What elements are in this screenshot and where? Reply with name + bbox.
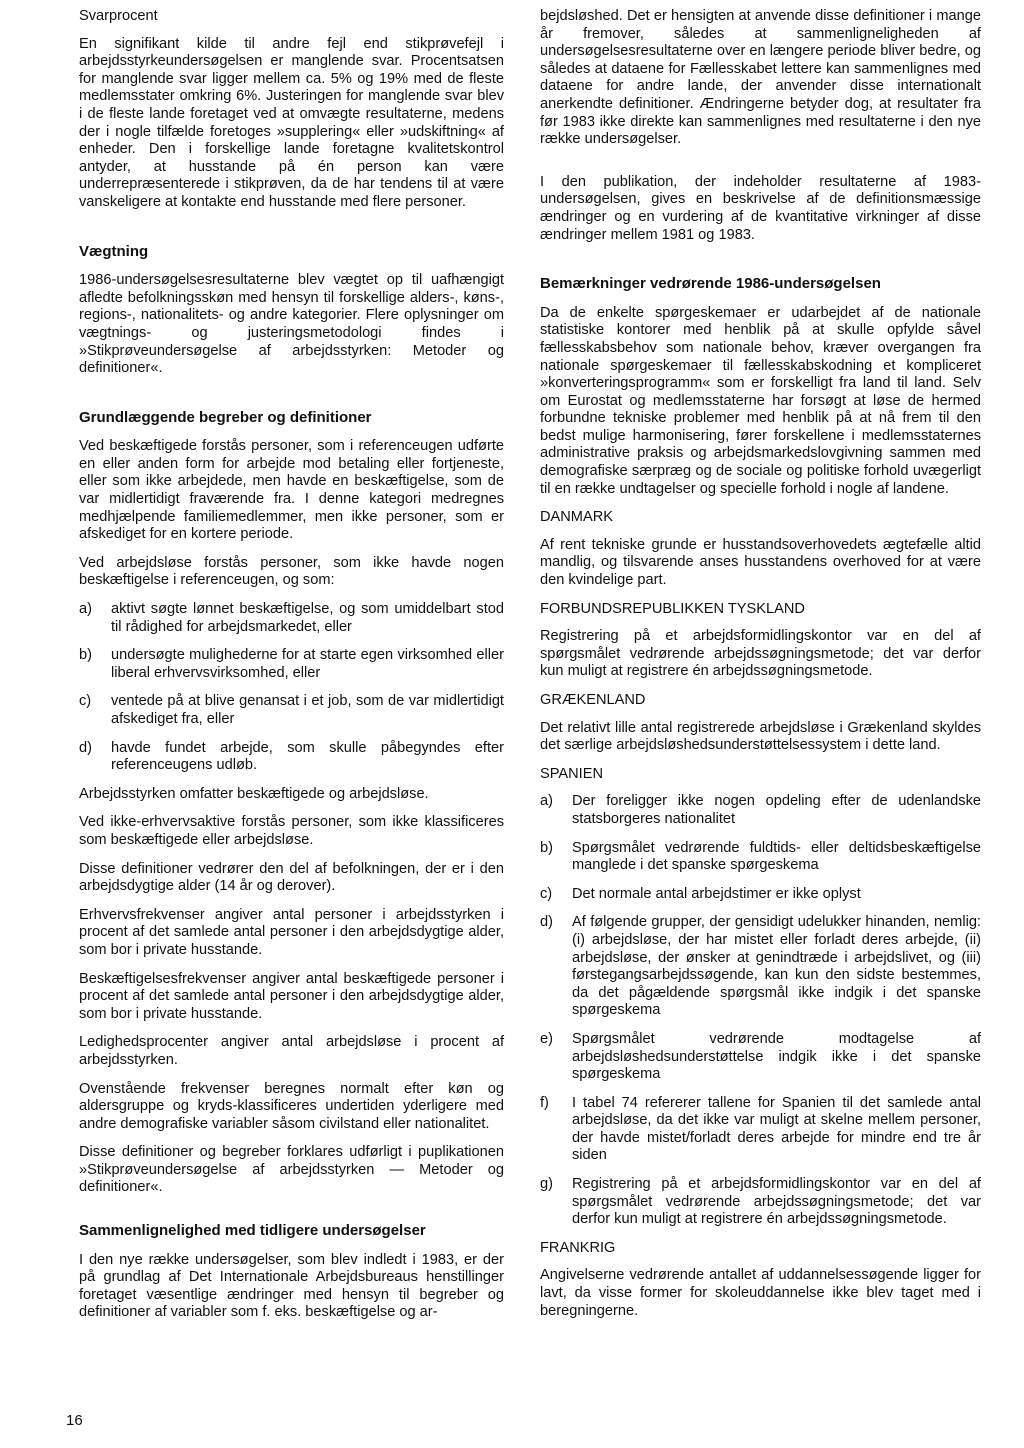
country-heading-spanien: SPANIEN bbox=[540, 765, 603, 782]
continued-paragraph: bejdsløshed. Det er hensigten at anvende disse definitioner i mange år fremover, således at sammenligneligheden af undersøgelsesresultaterne over en længere periode bliver bedre, og således at dataene for Fællesskabet lettere kan sammenlignes med dataene for andre lande, der anvender disse internationalt anerkendte definitioner. Ændringerne betyder dog, at resultater fra før 1983 ikke direkte kan sammenlignes med resultaterne i den nye række undersøgelser. bbox=[540, 8, 981, 148]
list-item-text: Det normale antal arbejdstimer er ikke oplyst bbox=[572, 885, 861, 902]
country-text-frankrig: Angivelserne vedrørende antallet af uddannelsessøgende ligger for lavt, da visse former for skoleuddannelse ikke blev taget med i beregningerne. bbox=[540, 1267, 981, 1319]
list-marker: f) bbox=[540, 1094, 549, 1111]
list-item-text: aktivt søgte lønnet beskæftigelse, og som umiddelbart stod til rådighed for arbejdsmarkedet, eller bbox=[111, 601, 504, 635]
list-marker: d) bbox=[540, 914, 553, 931]
country-text-tyskland: Registrering på et arbejdsformidlingskontor var en del af spørgsmålet vedrørende arbejdssøgningsmetode; det var derfor kun muligt at registrere én arbejdssøgningsmetode. bbox=[540, 628, 981, 680]
page-number: 16 bbox=[66, 1412, 83, 1429]
list-item-text: Spørgsmålet vedrørende modtagelse af arbejdsløshedsunderstøttelse indgik ikke i det spanske spørgeskema bbox=[572, 1030, 981, 1083]
country-heading-graekenland: GRÆKENLAND bbox=[540, 692, 646, 708]
begreber-heading: Grundlæggende begreber og definitioner bbox=[79, 408, 372, 426]
list-item bbox=[79, 647, 504, 682]
list-marker: c) bbox=[79, 693, 92, 710]
country-text-graekenland: Det relativt lille antal registrerede arbejdsløse i Grækenland skyldes det særlige arbejdsløshedsunderstøttelsessystem i dette land. bbox=[540, 719, 981, 754]
list-item-text: Af følgende grupper, der gensidigt udelukker hinanden, nemlig: (i) arbejdsløse, der har mistet eller forladt deres arbejde, (ii) arbejdsløse, der ønsker at genindtræde i arbejdslivet, og (iii) førstegangsarbejdssøgende, kan kun den sidste bestemmes, da det pågældende spørgsmål ikke indgik i det spanske spørgeskema bbox=[572, 914, 981, 1019]
list-item bbox=[540, 1176, 981, 1229]
country-heading-frankrig: FRANKRIG bbox=[540, 1239, 616, 1256]
list-item bbox=[540, 1031, 981, 1084]
begreber-paragraph: Ved ikke-erhvervsaktive forstås personer, som ikke klassificeres som beskæftigede eller arbejdsløse. bbox=[79, 814, 504, 848]
list-item bbox=[540, 886, 981, 904]
list-item-text: ventede på at blive genansat i et job, som de var midlertidigt afskediget fra, eller bbox=[111, 693, 504, 727]
list-marker: b) bbox=[540, 839, 553, 856]
list-item bbox=[540, 914, 981, 1020]
bemaerkninger-heading: Bemærkninger vedrørende 1986-undersøgelsen bbox=[540, 275, 881, 293]
svarprocent-text: En signifikant kilde til andre fejl end stikprøvefejl i arbejdsstyrkeundersøgelsen er manglende svar. Procentsatsen for manglende svar ligger mellem ca. 5% og 19% med de fleste medlemsstater omkring 6%. Justeringen for manglende svar blev i de fleste lande foretaget ved at omvægte resultaterne, medens der i nogle tilfælde foretoges »supplering« eller »udskiftning« af enheder. Den i forskellige lande foretagne kvalitetskontrol antyder, at husstande på én person kan være underrepræsenterede i stikprøven, da de har tendens til at være vanskeligere at kontakte end husstande med flere personer. bbox=[79, 35, 504, 210]
list-item bbox=[79, 740, 504, 775]
begreber-paragraph: Ledighedsprocenter angiver antal arbejdsløse i procent af arbejdsstyrken. bbox=[79, 1034, 504, 1068]
list-marker: c) bbox=[540, 885, 553, 902]
list-marker: b) bbox=[79, 647, 92, 664]
country-text-danmark: Af rent tekniske grunde er husstandsoverhovedets ægtefælle altid mandlig, og tilsvarende anses husstandens overhoved for at være den kvindelige part. bbox=[540, 536, 981, 589]
list-item bbox=[540, 793, 981, 828]
begreber-paragraph: Erhvervsfrekvenser angiver antal personer i arbejdsstyrken i procent af det samlede antal personer i den arbejdsdygtige alder, som bor i private husstande. bbox=[79, 906, 504, 958]
list-item-text: I tabel 74 refererer tallene for Spanien til det samlede antal arbejdsløse, da det ikke var muligt at skelne mellem personer, der havde mistet/forladt deres arbejde for mindre end tre år siden bbox=[572, 1094, 981, 1164]
list-item bbox=[540, 840, 981, 875]
svarprocent-heading: Svarprocent bbox=[79, 8, 158, 24]
begreber-paragraph: Ved beskæftigede forstås personer, som i referenceugen udførte en eller anden form for arbejde mod betaling eller fortjeneste, eller som ikke arbejdede, men havde en beskæftigelse, som de var midlertidigt fraværende fra. I denne kategori medregnes medhjælpende familiemedlemmer, men ikke personer, som er afskediget for en kortere periode. bbox=[79, 438, 504, 543]
begreber-paragraph: Disse definitioner vedrører den del af befolkningen, der er i den arbejdsdygtige alder (14 år og derover). bbox=[79, 860, 504, 895]
list-item bbox=[540, 1095, 981, 1165]
begreber-paragraph: Ovenstående frekvenser beregnes normalt efter køn og aldersgruppe og kryds-klassificeres undertiden yderligere med andre demografiske variabler såsom civilstand eller nationalitet. bbox=[79, 1080, 504, 1132]
list-marker: a) bbox=[540, 793, 553, 810]
list-item-text: Registrering på et arbejdsformidlingskontor var en del af spørgsmålet vedrørende arbejdssøgningsmetode; det var derfor kun muligt at registrere én arbejdssøgningsmetode. bbox=[572, 1176, 981, 1228]
begreber-paragraph: Arbejdsstyrken omfatter beskæftigede og arbejdsløse. bbox=[79, 785, 429, 802]
left-column bbox=[79, 8, 504, 1333]
spanien-list bbox=[540, 793, 981, 1228]
vaegtning-text: 1986-undersøgelsesresultaterne blev vægtet op til uafhængigt afledte befolkningsskøn med hensyn til forskellige alders-, køns-, regions-, nationalitets- og andre kategorier. Flere oplysninger om vægtnings- og justeringsmetodologi findes i »Stikprøveundersøgelse af arbejdsstyrken: Metoder og definitioner«. bbox=[79, 272, 504, 377]
begreber-paragraph: Disse definitioner og begreber forklares udførligt i puplikationen »Stikprøveundersøgelse af arbejdsstyrken — Metoder og definitioner«. bbox=[79, 1144, 504, 1196]
bemaerkninger-text: Da de enkelte spørgeskemaer er udarbejdet af de nationale statistiske kontorer med henblik på at skulle opfylde såvel fællesskabsbehov som nationale behov, kræver overgangen fra nationale spørgeskemaer til fællesskabskodning et kompliceret »konverteringsprogramm« som er forskelligt fra land til land. Selv om Eurostat og medlemsstaterne har forsøgt at løse de hermed forbundne tekniske problemer med henblik på at nå frem til den bedst mulige harmonisering, fører forskellene i medlemsstaternes administrative praksis og arbejdsmarkedslovgivning sammen med demografiske særpræg og de sociale og politiske forhold uvægerligt til en række undtagelser og specielle forhold i nogle af landene. bbox=[540, 304, 981, 497]
list-item-text: undersøgte mulighederne for at starte egen virksomhed eller liberal erhvervsvirksomhed, eller bbox=[111, 647, 504, 681]
vaegtning-heading: Vægtning bbox=[79, 242, 149, 260]
list-marker: d) bbox=[79, 739, 92, 756]
list-item bbox=[79, 601, 504, 636]
right-column bbox=[540, 8, 981, 1331]
list-item-text: Der foreligger ikke nogen opdeling efter de udenlandske statsborgeres nationalitet bbox=[572, 793, 981, 827]
list-item-text: havde fundet arbejde, som skulle påbegyndes efter referenceugens udløb. bbox=[111, 739, 504, 774]
sammenlignelighed-heading: Sammenlignelighed med tidligere undersøgelser bbox=[79, 1222, 426, 1240]
country-heading-tyskland: FORBUNDSREPUBLIKKEN TYSKLAND bbox=[540, 600, 805, 617]
list-item bbox=[79, 693, 504, 728]
begreber-paragraph: Beskæftigelsesfrekvenser angiver antal beskæftigede personer i procent af det samlede antal personer i den arbejdsdygtige alder, som bor i private husstande. bbox=[79, 970, 504, 1022]
country-heading-danmark: DANMARK bbox=[540, 509, 613, 526]
list-marker: g) bbox=[540, 1176, 553, 1193]
begreber-paragraph: Ved arbejdsløse forstås personer, som ikke havde nogen beskæftigelse i referenceugen, og som: bbox=[79, 554, 504, 589]
sammenlignelighed-text: I den nye række undersøgelser, som blev indledt i 1983, er der på grundlag af Det Internationale Arbejdsbureaus henstillinger foretaget væsentlige ændringer med hensyn til begreber og definitioner af variabler som f. eks. beskæftigelse og ar- bbox=[79, 1251, 504, 1321]
list-marker: a) bbox=[79, 601, 92, 618]
continued-paragraph: I den publikation, der indeholder resultaterne af 1983-undersøgelsen, gives en beskrivelse af de definitionsmæssige ændringer og en vurdering af de kvantitative virkninger af disse ændringer mellem 1981 og 1983. bbox=[540, 173, 981, 243]
list-item-text: Spørgsmålet vedrørende fuldtids- eller deltidsbeskæftigelse manglede i det spanske spørgeskema bbox=[572, 839, 981, 874]
arbejdsloese-criteria-list bbox=[79, 601, 504, 775]
list-marker: e) bbox=[540, 1030, 553, 1047]
